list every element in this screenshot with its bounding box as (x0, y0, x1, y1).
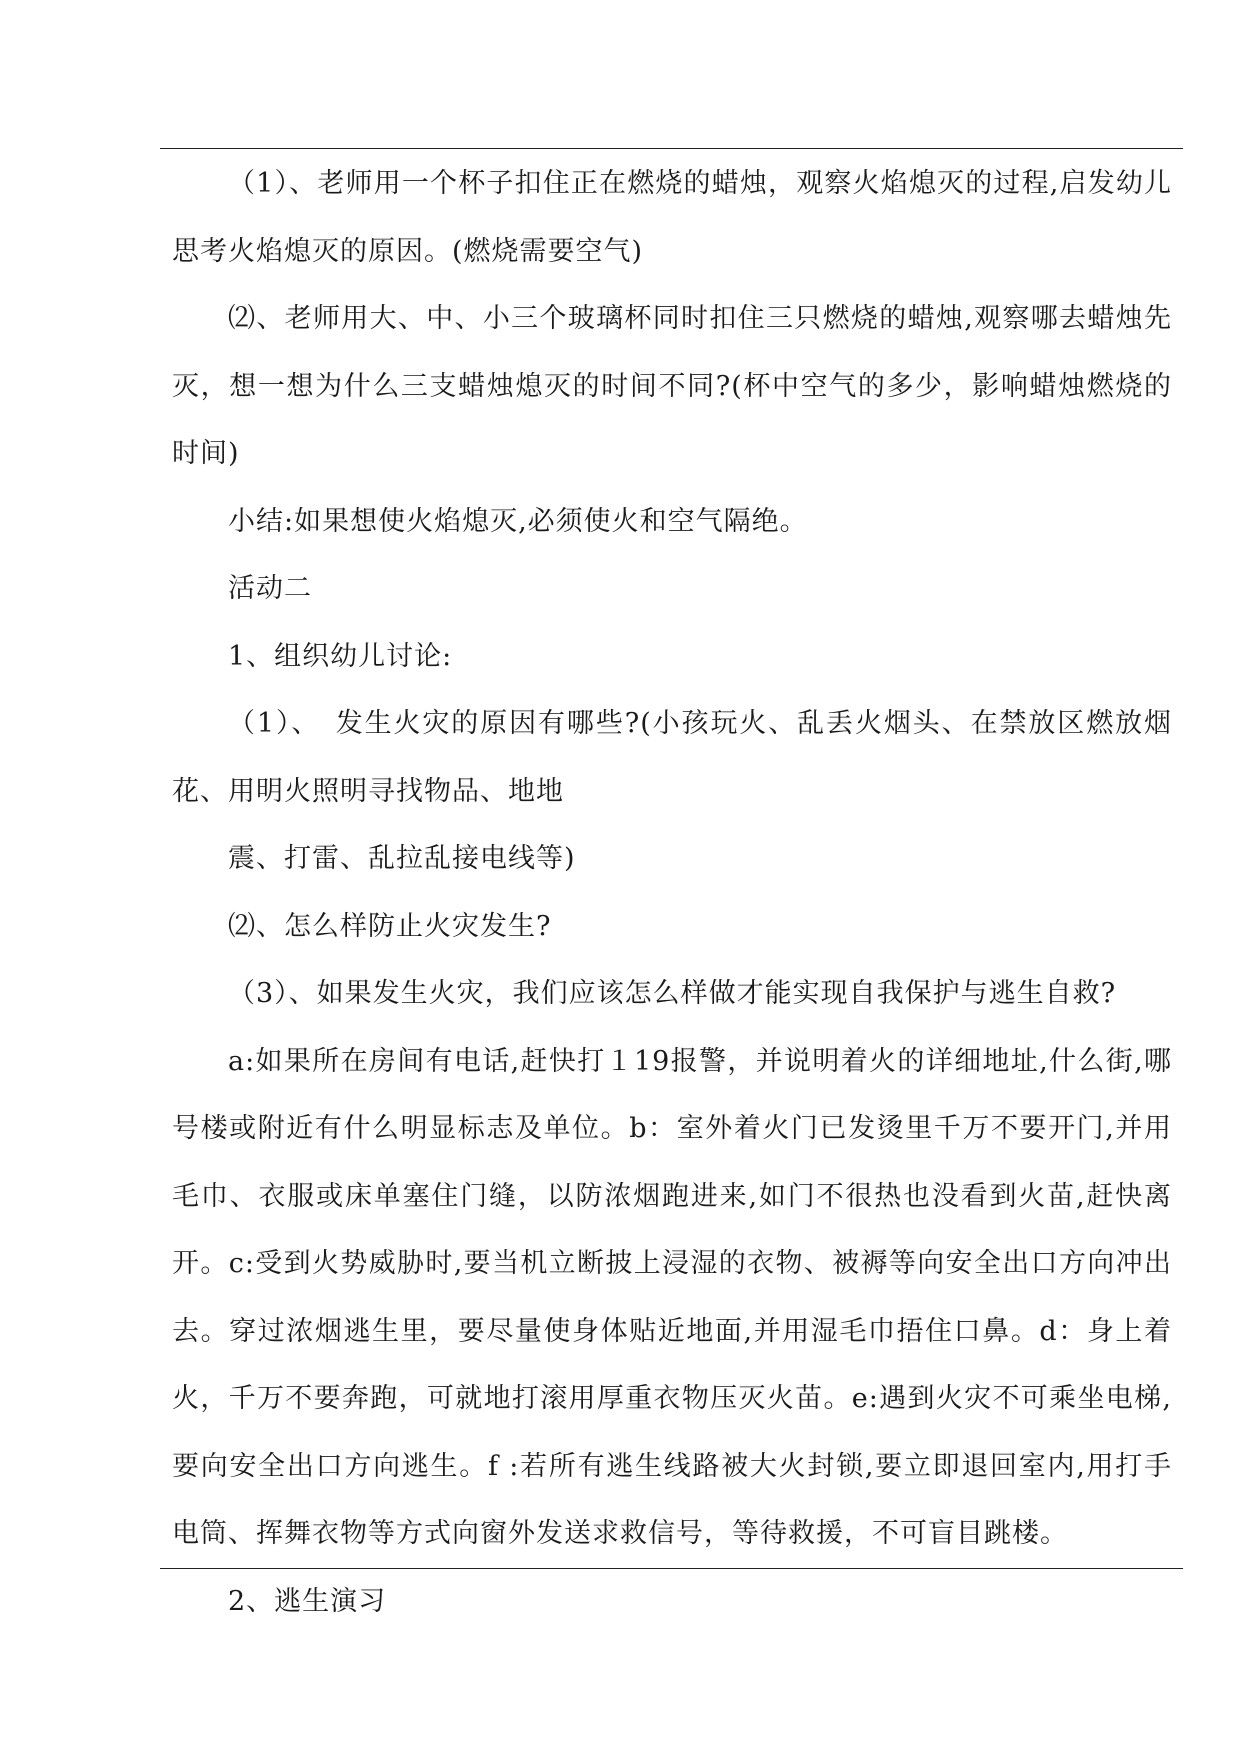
question-self-rescue: （3）、如果发生火灾，我们应该怎么样做才能实现自我保护与逃生自救? (228, 978, 1117, 1009)
header-rule (160, 148, 1183, 149)
paragraph-escape-steps: a:如果所在房间有电话,赶快打１19报警，并说明着火的详细地址,什么街,哪号楼或附近有什么明显标志及单位。b：室外着火门已发烫里千万不要开门,并用毛巾、衣服或床单塞住门缝，以防浓烟跑进来,如门不很热也没看到火苗,赶快离开。c:受到火势威胁时,要当机立断披上浸湿的衣物、被褥等向安全出口方向冲出去。穿过浓烟逃生里，要尽量使身体贴近地面,并用湿毛巾捂住口鼻。d：身上着火，千万不要奔跑，可就地打滚用厚重衣物压灭火苗。e:遇到火灾不可乘坐电梯,要向安全出口方向逃生。f :若所有逃生线路被大火封锁,要立即退回室内,用打手电筒、挥舞衣物等方式向窗外发送求救信号，等待救援，不可盲目跳楼。 (172, 1045, 1172, 1549)
paragraph-summary: 小结:如果想使火焰熄灭,必须使火和空气隔绝。 (228, 505, 808, 537)
question-fire-causes-continued: 震、打雷、乱拉乱接电线等) (228, 843, 576, 874)
paragraph-three-cups: ⑵、老师用大、中、小三个玻璃杯同时扣住三只燃烧的蜡烛,观察哪去蜡烛先灭，想一想为什么三支蜡烛熄灭的时间不同?(杯中空气的多少，影响蜡烛燃烧的时间) (172, 303, 1172, 469)
escape-drill-heading: 2、逃生演习 (228, 1585, 387, 1617)
question-fire-causes: （1）、 发生火灾的原因有哪些?(小孩玩火、乱丢火烟头、在禁放区燃放烟花、用明火照明寻找物品、地地 (172, 708, 1172, 807)
footer-rule (160, 1568, 1183, 1569)
activity-two-heading: 活动二 (228, 573, 312, 604)
question-fire-prevention: ⑵、怎么样防止火灾发生? (228, 910, 552, 942)
paragraph-observe-candle: （1）、老师用一个杯子扣住正在燃烧的蜡烛，观察火焰熄灭的过程,启发幼儿思考火焰熄灭的原因。(燃烧需要空气) (172, 168, 1172, 267)
document-body (172, 150, 1172, 1635)
discussion-heading: 1、组织幼儿讨论: (228, 640, 453, 672)
